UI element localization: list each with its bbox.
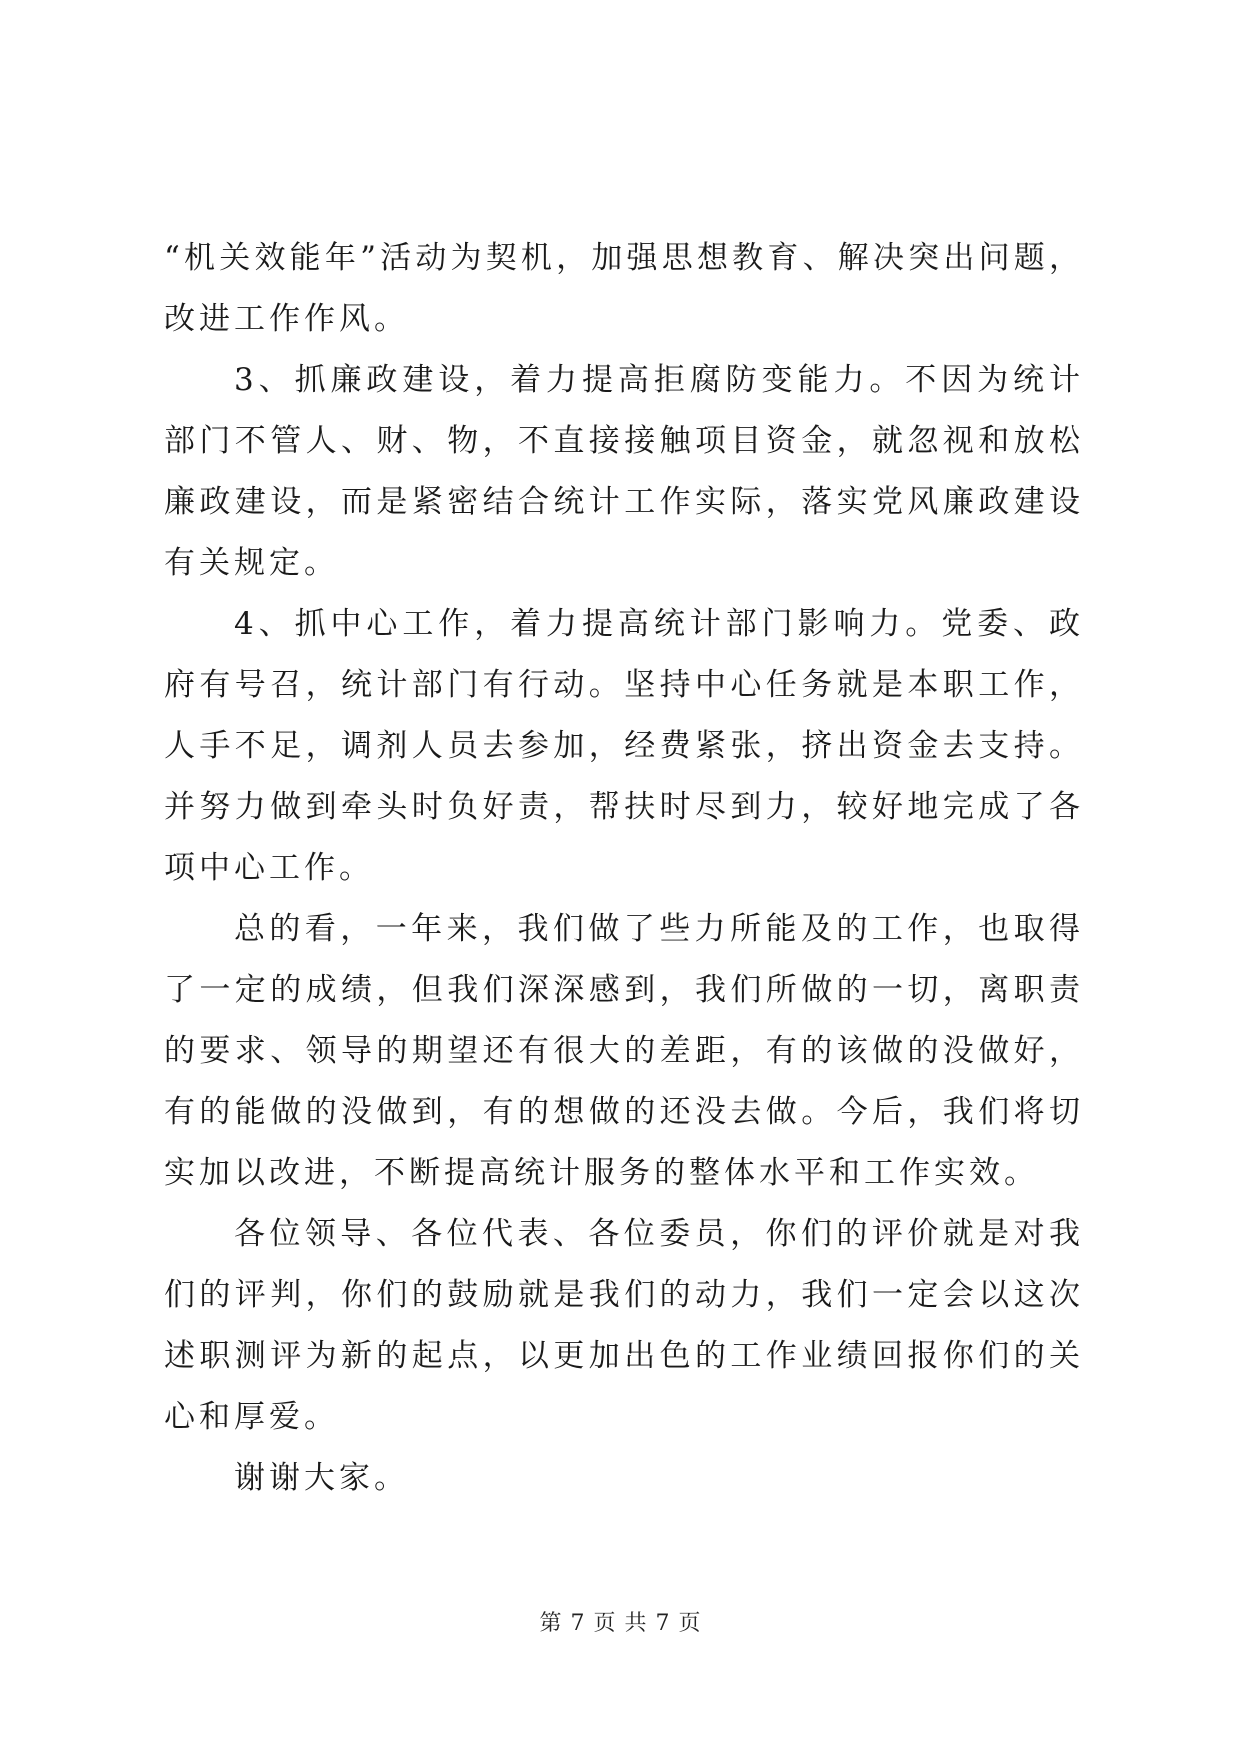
document-body	[164, 228, 1084, 1509]
paragraph-summary: 总的看，一年来，我们做了些力所能及的工作，也取得了一定的成绩，但我们深深感到，我们所做的一切，离职责的要求、领导的期望还有很大的差距，有的该做的没做好，有的能做的没做到，有的想做的还没去做。今后，我们将切实加以改进，不断提高统计服务的整体水平和工作实效。	[164, 911, 1084, 1191]
paragraph-thanks: 谢谢大家。	[234, 1460, 409, 1496]
paragraph-integrity-building: 3、抓廉政建设，着力提高拒腐防变能力。不因为统计部门不管人、财、物，不直接接触项目资金，就忽视和放松廉政建设，而是紧密结合统计工作实际，落实党风廉政建设有关规定。	[164, 362, 1084, 581]
page-number-footer: 第 7 页 共 7 页	[539, 1611, 702, 1636]
paragraph-continuation: “机关效能年”活动为契机，加强思想教育、解决突出问题，改进工作作风。	[164, 240, 1084, 337]
paragraph-address: 各位领导、各位代表、各位委员，你们的评价就是对我们的评判，你们的鼓励就是我们的动力，我们一定会以这次述职测评为新的起点，以更加出色的工作业绩回报你们的关心和厚爱。	[164, 1216, 1084, 1435]
paragraph-central-work: 4、抓中心工作，着力提高统计部门影响力。党委、政府有号召，统计部门有行动。坚持中心任务就是本职工作，人手不足，调剂人员去参加，经费紧张，挤出资金去支持。并努力做到牵头时负好责，帮扶时尽到力，较好地完成了各项中心工作。	[164, 606, 1084, 886]
